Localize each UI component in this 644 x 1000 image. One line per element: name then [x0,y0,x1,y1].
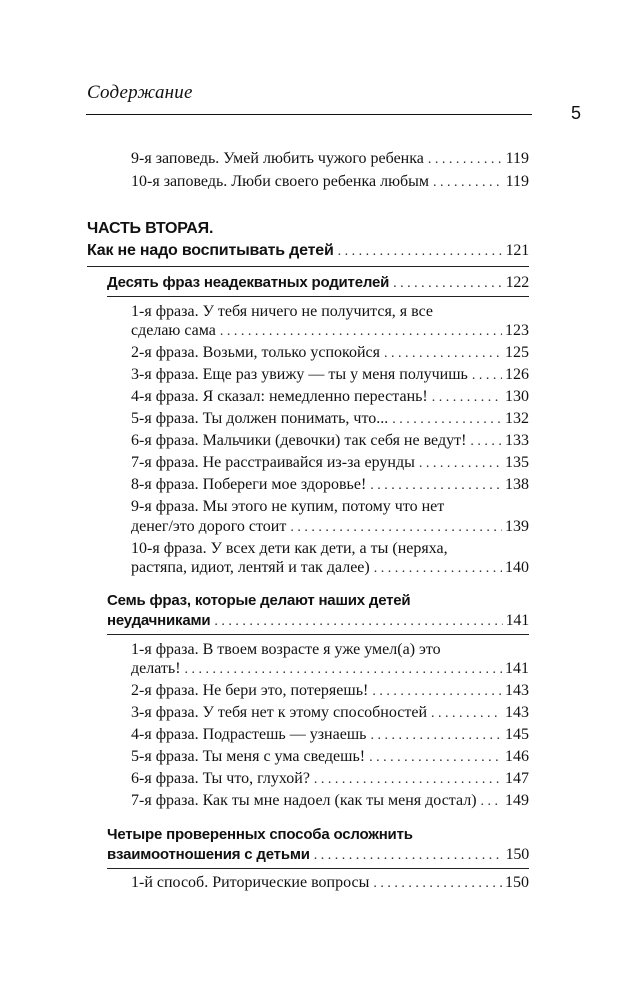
toc-entry-page: 150 [505,846,529,863]
toc-entry-title: 4-я фраза. Я сказал: немедленно перестань! [131,388,428,405]
toc-entry-page: 119 [505,150,529,167]
toc-entry-title: 3-я фраза. У тебя нет к этому способностей [131,704,428,721]
leader-dots [374,561,502,577]
toc-entry [131,518,529,536]
toc-entry-title: 2-я фраза. Не бери это, потеряешь! [131,682,369,699]
toc-entry-page: 141 [505,612,529,629]
toc-entry [131,150,529,168]
toc-entry [131,792,529,810]
toc-entry [131,303,529,321]
toc-entry-page: 119 [505,173,529,190]
part-heading [87,220,529,238]
toc-entry [131,388,529,406]
toc-entry-title: 1-я фраза. В твоем возрасте я уже умел(а) это [131,641,441,658]
toc-entry-title: 5-я фраза. Ты меня с ума сведешь! [131,748,366,765]
toc-entry-page: 149 [505,792,529,809]
toc-entry-page: 140 [505,559,529,576]
leader-dots [392,412,502,428]
toc-entry-page: 139 [505,518,529,535]
chapter-entry [107,846,529,864]
leader-dots [370,478,502,494]
toc-entry-title: 10-я фраза. У всех дети как дети, а ты (неряха, [131,540,448,557]
toc-entry-title: растяпа, идиот, лентяй и так далее) [131,559,370,576]
toc-entry-page: 126 [505,366,529,383]
chapter-entry [107,592,529,609]
leader-dots [314,848,503,864]
leader-dots [432,390,502,406]
leader-dots [220,324,502,340]
toc-entry-title: 1-я фраза. У тебя ничего не получится, я все [131,303,434,320]
toc-entry-title: денег/это дорого стоит [131,518,287,535]
leader-dots [314,772,502,788]
toc-entry-title: 6-я фраза. Ты что, глухой? [131,770,310,787]
leader-dots [370,728,502,744]
part-title-entry [87,242,529,260]
toc-entry-title: 6-я фраза. Мальчики (девочки) так себя не ведут! [131,432,467,449]
leader-dots [185,662,502,678]
toc-entry-page: 123 [505,322,529,339]
leader-dots [470,434,501,450]
toc-entry-page: 147 [505,770,529,787]
toc-entry-page: 122 [505,274,529,291]
toc-entry-page: 125 [505,344,529,361]
toc-entry [131,641,529,659]
toc-entry-title: Четыре проверенных способа осложнить [107,826,413,843]
toc-entry [131,660,529,678]
chapter-entry [107,826,529,843]
toc-entry [131,498,529,516]
toc-entry [131,704,529,722]
toc-entry-title: 10-я заповедь. Люби своего ребенка любым [131,173,430,190]
leader-dots [393,276,502,292]
toc-entry-title: Десять фраз неадекватных родителей [107,274,390,291]
toc-entry-title: взаимоотношения с детьми [107,846,310,863]
toc-entry-page: 135 [505,454,529,471]
toc-entry [131,454,529,472]
toc-entry-page: 121 [505,242,529,259]
toc-entry-page: 138 [505,476,529,493]
toc-entry-page: 132 [505,410,529,427]
toc-entry-title: 2-я фраза. Возьми, только успокойся [131,344,381,361]
toc-entry [131,682,529,700]
toc-entry [131,476,529,494]
toc-entry [131,540,529,558]
toc-entry-title: 9-я заповедь. Умей любить чужого ребенка [131,150,424,167]
toc-entry-title: 7-я фраза. Не расстраивайся из-за ерунды [131,454,415,471]
leader-dots [431,706,502,722]
toc-entry-title: делать! [131,660,181,677]
toc-entry [131,173,529,191]
toc-entry [131,559,529,577]
toc-entry [131,410,529,428]
toc-entry-page: 150 [505,874,529,891]
leader-dots [369,750,502,766]
toc-entry-title: неудачниками [107,612,211,629]
toc-entry [131,322,529,340]
leader-dots [373,876,502,892]
toc-entry-page: 146 [505,748,529,765]
leader-dots [338,244,503,260]
section-rule [107,634,529,635]
toc-entry [131,874,529,892]
toc-entry-title: 3-я фраза. Еще раз увижу — ты у меня получишь [131,366,468,383]
running-header: Содержание [87,82,193,103]
toc-entry-title: 7-я фраза. Как ты мне надоел (как ты меня достал) [131,792,477,809]
leader-dots [428,152,503,168]
chapter-entry [107,612,529,630]
section-rule [107,296,529,297]
toc-entry-page: 141 [505,660,529,677]
toc-entry-page: 145 [505,726,529,743]
toc-entry [131,366,529,384]
part-heading-title: ЧАСТЬ ВТОРАЯ. [87,220,214,237]
toc-entry [131,748,529,766]
page-number: 5 [571,103,582,123]
leader-dots [433,175,503,191]
chapter-entry [107,274,529,292]
leader-dots [372,684,502,700]
section-rule [87,266,529,267]
toc-entry-title: сделаю сама [131,322,216,339]
toc-entry-title: 9-я фраза. Мы этого не купим, потому что нет [131,498,445,515]
toc-entry-page: 130 [505,388,529,405]
toc-entry [131,344,529,362]
leader-dots [214,614,502,630]
leader-dots [481,794,501,810]
toc-entry-title: 1-й способ. Риторические вопросы [131,874,370,891]
toc-entry-title: 5-я фраза. Ты должен понимать, что... [131,410,389,427]
toc-entry-title: Как не надо воспитывать детей [87,242,334,259]
leader-dots [290,520,502,536]
toc-entry-page: 143 [505,682,529,699]
section-rule [107,868,529,869]
toc-entry-title: 4-я фраза. Подрастешь — узнаешь [131,726,367,743]
toc-entry-title: 8-я фраза. Побереги мое здоровье! [131,476,367,493]
leader-dots [419,456,502,472]
leader-dots [384,346,502,362]
toc-entry [131,726,529,744]
toc-entry-page: 133 [505,432,529,449]
toc-entry [131,770,529,788]
toc-entry-page: 143 [505,704,529,721]
toc-entry-title: Семь фраз, которые делают наших детей [107,592,411,609]
toc-entry [131,432,529,450]
leader-dots [472,368,502,384]
